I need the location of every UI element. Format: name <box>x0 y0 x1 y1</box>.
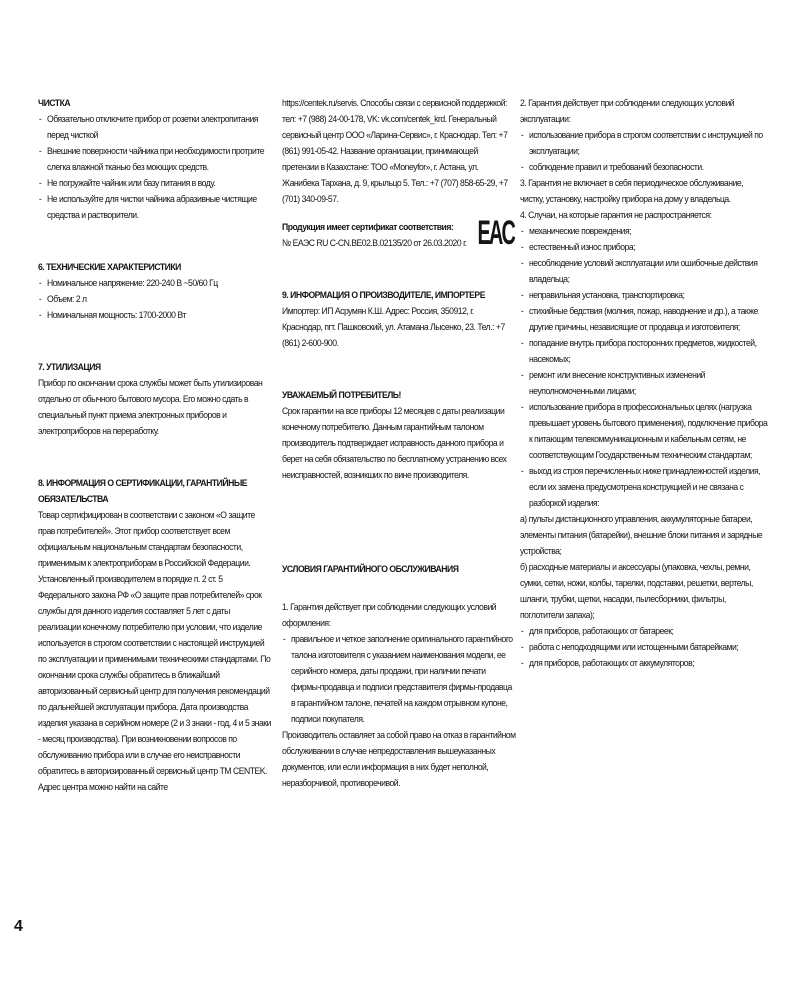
manufacturer-text: Импортер: ИП Асрумян К.Ш. Адрес: Россия, 350912, г. Краснодар, пгт. Пашковский, ул. Атамана Лысенко, 23. Тел.: +7 (861) 2-600-900. <box>282 306 505 349</box>
warranty-clause-3: 3. Гарантия не включает в себя периодическое обслуживание, чистку, установку, настройку прибора на дому у владельца. <box>520 178 744 205</box>
list-item: - работа с неподходящими или истощенными батарейками; <box>520 640 768 656</box>
certification-text: Товар сертифицирован в соответствии с законом «О защите прав потребителей». Этот прибор соответствует всем официальным национальным стандартам безопасности, применимым к электроприборам в Российской Федерации. Установленный производителем в порядке п. 2 ст. 5 Федерального закона РФ «О защите прав потребителей» срок службы для данного изделия составляет 5 лет с даты реализации конечному потребителю при условии, что изделие используется в строгом соответствии с настоящей инструкцией по эксплуатации и применимыми техническими стандартами. По окончании срока службы обратитесь в ближайший авторизованный сервисный центр для получения рекомендаций по дальнейшей эксплуатации прибора. Дата производства изделия указана в серийном номере (2 и 3 знаки - год, 4 и 5 знаки - месяц производства). При возникновении вопросов по обслуживанию прибора или в случае его неисправности обратитесь в авторизированный сервисный центр ТМ CENTEK. Адрес центра можно найти на сайте <box>38 510 271 793</box>
page-number: 4 <box>14 918 23 935</box>
list-item: - соблюдение правил и требований безопасности. <box>520 160 768 176</box>
column-1 <box>38 96 272 796</box>
disposal-heading: 7. УТИЛИЗАЦИЯ <box>38 362 101 373</box>
eac-mark-logo: EAC <box>477 212 514 252</box>
accessories-b-list <box>520 624 768 672</box>
warranty-clause-2: 2. Гарантия действует при соблюдении следующих условий эксплуатации: <box>520 98 735 125</box>
list-item: - естественный износ прибора; <box>520 240 768 256</box>
list-item: - неправильная установка, транспортировка; <box>520 288 768 304</box>
list-item: - Не погружайте чайник или базу питания в воду. <box>38 176 272 192</box>
list-item: - выход из строя перечисленных ниже принадлежностей изделия, если их замена предусмотрена конструкцией и не связана с разборкой изделия: <box>520 464 768 512</box>
list-item: - использование прибора в профессиональных целях (нагрузка превышает уровень бытового применения), подключение прибора к питающим телекоммуникационным и кабельным сетям, не соответствующим Государственным техническим стандартам; <box>520 400 768 464</box>
certification-heading: 8. ИНФОРМАЦИЯ О СЕРТИФИКАЦИИ, ГАРАНТИЙНЫЕ ОБЯЗАТЕЛЬСТВА <box>38 478 248 505</box>
certificate-block <box>282 212 516 252</box>
cleaning-list <box>38 112 272 224</box>
list-item: - Внешние поверхности чайника при необходимости протрите слегка влажной тканью без моющих средств. <box>38 144 272 176</box>
list-item: - попадание внутрь прибора посторонних предметов, жидкостей, насекомых; <box>520 336 768 368</box>
warranty-terms-p1: 1. Гарантия действует при соблюдении следующих условий оформления: <box>282 602 497 629</box>
certificate-heading: Продукция имеет сертификат соответствия: <box>282 222 454 233</box>
list-item: - ремонт или внесение конструктивных изменений неуполномоченными лицами; <box>520 368 768 400</box>
warranty-clause-4: 4. Случаи, на которые гарантия не распространяется: <box>520 210 712 221</box>
cleaning-heading: ЧИСТКА <box>38 98 71 109</box>
specs-heading: 6. ТЕХНИЧЕСКИЕ ХАРАКТЕРИСТИКИ <box>38 262 181 273</box>
accessories-a: а) пульты дистанционного управления, аккумуляторные батареи, элементы питания (батарейки), внешние блоки питания и зарядные устройства; <box>520 514 763 557</box>
list-item: - механические повреждения; <box>520 224 768 240</box>
list-item: - Объем: 2 л <box>38 292 272 308</box>
list-item: - использование прибора в строгом соответствии с инструкцией по эксплуатации; <box>520 128 768 160</box>
clause-2-list <box>520 128 768 176</box>
warranty-terms-heading: УСЛОВИЯ ГАРАНТИЙНОГО ОБСЛУЖИВАНИЯ <box>282 564 459 575</box>
manufacturer-heading: 9. ИНФОРМАЦИЯ О ПРОИЗВОДИТЕЛЕ, ИМПОРТЕРЕ <box>282 290 485 301</box>
list-item: - Номинальная мощность: 1700-2000 Вт <box>38 308 272 324</box>
list-item: - Обязательно отключите прибор от розетки электропитания перед чисткой <box>38 112 272 144</box>
dear-consumer-heading: УВАЖАЕМЫЙ ПОТРЕБИТЕЛЬ! <box>282 390 401 401</box>
list-item: - для приборов, работающих от батареек; <box>520 624 768 640</box>
list-item: - несоблюдение условий эксплуатации или ошибочные действия владельца; <box>520 256 768 288</box>
list-item: - Не используйте для чистки чайника абразивные чистящие средства и растворители. <box>38 192 272 224</box>
specs-list <box>38 276 272 324</box>
list-item: - для приборов, работающих от аккумуляторов; <box>520 656 768 672</box>
list-item: - правильное и четкое заполнение оригинального гарантийного талона изготовителя с указанием наименования модели, ее серийного номера, даты продажи, при наличии печати фирмы-продавца и подписи представителя фирмы-продавца в гарантийном талоне, печатей на каждом отрывном купоне, подписи покупателя. <box>282 632 516 728</box>
disposal-text: Прибор по окончании срока службы может быть утилизирован отдельно от обычного бытового мусора. Его можно сдать в специальный пункт приема электронных приборов и электроприборов на переработку. <box>38 378 263 437</box>
warranty-terms-list <box>282 632 516 728</box>
service-contacts-text: https://centek.ru/servis. Способы связи с сервисной поддержкой: тел: +7 (988) 24-00-178, VK: vk.com/centek_krd. Генеральный сервисный центр ООО «Ларина-Сервис», г. Краснодар. Тел: +7 (861) 991-05-42. Название организации, принимающей претензии в Казахстане: ТОО «Moneyfor», г. Астана, ул. Жанибека Тархана, д. 9, крыльцо 5. Тел.: +7 (707) 858-65-29, +7 (701) 340-09-57. <box>282 98 508 205</box>
column-2 <box>282 96 516 792</box>
warranty-terms-p2: Производитель оставляет за собой право на отказ в гарантийном обслуживании в случае непредоставления вышеуказанных документов, или если информация в них будет неполной, неразборчивой, противоречивой. <box>282 730 516 789</box>
list-item: - стихийные бедствия (молния, пожар, наводнение и др.), а также другие причины, независящие от продавца и изготовителя; <box>520 304 768 336</box>
dear-consumer-text: Срок гарантии на все приборы 12 месяцев с даты реализации конечному потребителю. Данным гарантийным талоном производитель подтверждает исправность данного прибора и берет на себя обязательство по бесплатному устранению всех неисправностей, возникших по вине производителя. <box>282 406 507 481</box>
list-item: - Номинальное напряжение: 220-240 В ~50/60 Гц <box>38 276 272 292</box>
accessories-b: б) расходные материалы и аксессуары (упаковка, чехлы, ремни, сумки, сетки, ножи, колбы, тарелки, подставки, решетки, вертелы, шланги, трубки, щетки, насадки, пылесборники, фильтры, поглотители запаха); <box>520 562 753 621</box>
certificate-number: № ЕАЭС RU С-CN.ВЕ02.В.02135/20 от 26.03.2020 г. <box>282 238 467 249</box>
clause-4-list <box>520 224 768 512</box>
column-3 <box>520 96 768 672</box>
